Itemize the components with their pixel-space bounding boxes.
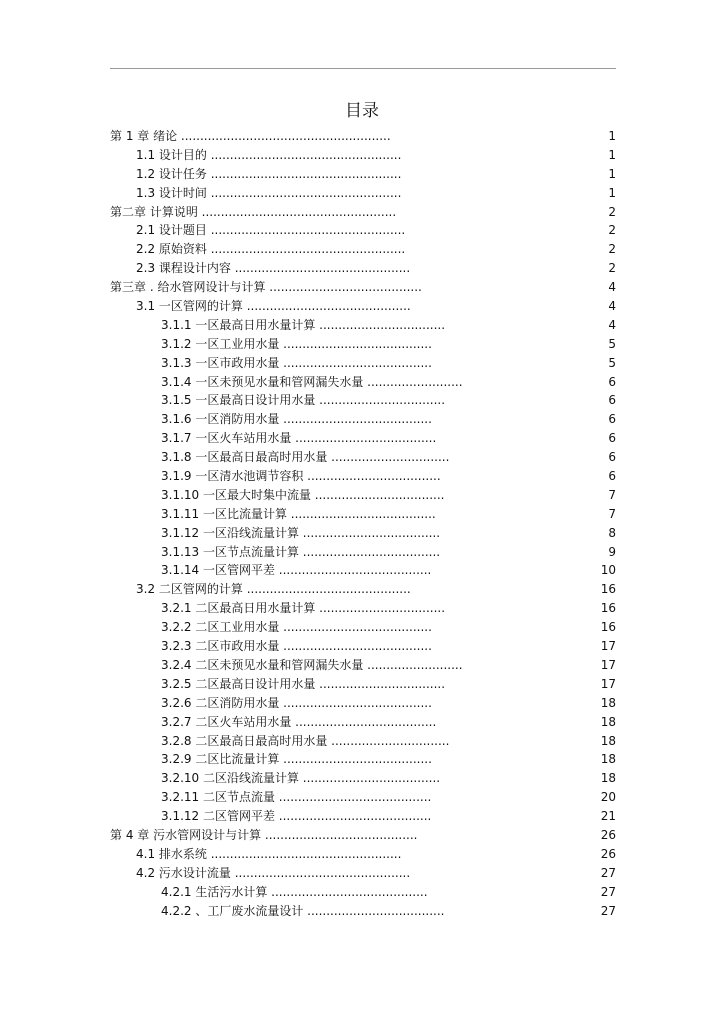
toc-entry[interactable] (0, 203, 724, 222)
toc-entry[interactable] (0, 713, 724, 732)
toc-entry[interactable] (0, 448, 724, 467)
toc-page-number: 7 (608, 487, 616, 502)
toc-entry-text: 第三章 . 给水管网设计与计算 ........................................ (110, 280, 422, 295)
toc-entry[interactable] (0, 278, 724, 297)
toc-page-number: 9 (608, 544, 616, 559)
toc-page-number: 18 (600, 714, 616, 729)
toc-page-number: 4 (608, 299, 616, 314)
toc-entry-text: 3.2.2 二区工业用水量 ....................................... (161, 620, 432, 635)
toc-entry-text: 2.3 课程设计内容 .............................................. (136, 261, 411, 276)
toc-page-number: 18 (600, 771, 616, 786)
toc-entry-text: 3.1.1 一区最高日用水量计算 ................................. (161, 317, 446, 332)
toc-entry[interactable] (0, 316, 724, 335)
toc-entry[interactable] (0, 732, 724, 751)
toc-page-number: 16 (600, 620, 616, 635)
toc-page-number: 10 (600, 563, 616, 578)
toc-entry-text: 2.2 原始资料 ................................................... (136, 242, 406, 257)
toc-page-number: 20 (600, 790, 616, 805)
toc-entry[interactable] (0, 864, 724, 883)
toc-entry-text: 1.1 设计目的 .................................................. (136, 147, 402, 162)
toc-entry-text: 3.2.11 二区节点流量 ........................................ (161, 790, 432, 805)
toc-page-number: 6 (608, 374, 616, 389)
toc-entry-text: 4.2.1 生活污水计算 ......................................... (161, 884, 428, 899)
toc-entry-text: 3.1.4 一区未预见水量和管网漏失水量 ......................... (161, 374, 463, 389)
toc-entry-text: 3.1.8 一区最高日最高时用水量 ............................... (161, 450, 450, 465)
toc-page-number: 2 (608, 204, 616, 219)
toc-entry-text: 3.1.11 一区比流量计算 ...................................... (161, 506, 436, 521)
toc-page-number: 6 (608, 431, 616, 446)
toc-page-number: 21 (600, 809, 616, 824)
toc-page-number: 16 (600, 601, 616, 616)
toc-entry[interactable] (0, 524, 724, 543)
toc-page-number: 27 (600, 865, 616, 880)
toc-entry[interactable] (0, 618, 724, 637)
toc-entry-text: 第二章 计算说明 ................................................... (110, 204, 397, 219)
toc-page-number: 5 (608, 336, 616, 351)
toc-entry[interactable] (0, 788, 724, 807)
toc-entry-text: 3.1.6 一区消防用水量 ....................................... (161, 412, 432, 427)
toc-page-number: 27 (600, 884, 616, 899)
toc-entry[interactable] (0, 750, 724, 769)
toc-entry[interactable] (0, 221, 724, 240)
toc-entry-text: 3.1.12 一区沿线流量计算 .................................... (161, 525, 441, 540)
toc-entry[interactable] (0, 467, 724, 486)
toc-page-number: 7 (608, 506, 616, 521)
toc-entry-text: 第 4 章 污水管网设计与计算 ........................................ (110, 827, 418, 842)
toc-entry[interactable] (0, 486, 724, 505)
toc-page-number: 1 (608, 166, 616, 181)
toc-entry[interactable] (0, 580, 724, 599)
toc-entry-text: 3.1.3 一区市政用水量 ....................................... (161, 355, 432, 370)
toc-entry-text: 3.2.9 二区比流量计算 ....................................... (161, 752, 432, 767)
toc-page-number: 18 (600, 733, 616, 748)
toc-entry-text: 3.2.8 二区最高日最高时用水量 ............................... (161, 733, 450, 748)
toc-page-number: 4 (608, 317, 616, 332)
toc-page-number: 26 (600, 827, 616, 842)
toc-entry[interactable] (0, 391, 724, 410)
toc-entry[interactable] (0, 505, 724, 524)
toc-page-number: 2 (608, 261, 616, 276)
toc-entry-text: 3.2.7 二区火车站用水量 ..................................... (161, 714, 437, 729)
toc-page-number: 18 (600, 695, 616, 710)
toc-entry-text: 3.1.7 一区火车站用水量 ..................................... (161, 431, 437, 446)
toc-page-number: 2 (608, 242, 616, 257)
toc-entry-text: 3.2.5 二区最高日设计用水量 ................................. (161, 676, 446, 691)
toc-entry-text: 3.2.10 二区沿线流量计算 .................................... (161, 771, 441, 786)
page-title: 目录 (345, 101, 379, 121)
toc-entry[interactable] (0, 297, 724, 316)
toc-entry-text: 4.2.2 、工厂废水流量设计 .................................... (161, 903, 445, 918)
toc-entry-text: 3.2.1 二区最高日用水量计算 ................................. (161, 601, 446, 616)
toc-page-number: 1 (608, 185, 616, 200)
toc-entry[interactable] (0, 354, 724, 373)
toc-page-number: 18 (600, 752, 616, 767)
toc-entry-text: 3.1 一区管网的计算 ........................................... (136, 299, 411, 314)
toc-entry-text: 第 1 章 绪论 ....................................................... (110, 129, 391, 143)
toc-page-number: 6 (608, 469, 616, 484)
toc-page-number: 1 (608, 129, 616, 143)
toc-entry[interactable] (0, 599, 724, 618)
toc-entry-text: 1.3 设计时间 .................................................. (136, 185, 402, 200)
toc-entry[interactable] (0, 543, 724, 562)
toc-entry-text: 3.1.13 一区节点流量计算 .................................... (161, 544, 441, 559)
toc-entry[interactable] (0, 902, 724, 921)
toc-page-number: 2 (608, 223, 616, 238)
toc-page-number: 27 (600, 903, 616, 918)
toc-entry[interactable] (0, 807, 724, 826)
toc-page-number: 26 (600, 846, 616, 861)
toc-entry[interactable] (0, 410, 724, 429)
toc-page-number: 17 (600, 676, 616, 691)
toc-entry[interactable] (0, 845, 724, 864)
toc-entry[interactable] (0, 373, 724, 392)
toc-entry-text: 3.2.6 二区消防用水量 ....................................... (161, 695, 432, 710)
toc-entry-text: 3.1.2 一区工业用水量 ....................................... (161, 336, 432, 351)
toc-page-number: 17 (600, 657, 616, 672)
toc-page-number: 4 (608, 280, 616, 295)
toc-page-number: 17 (600, 639, 616, 654)
toc-entry[interactable] (0, 429, 724, 448)
toc-entry-text: 3.1.9 一区清水池调节容积 ................................... (161, 469, 441, 484)
toc-entry-text: 2.1 设计题目 ................................................... (136, 223, 406, 238)
toc-page-number: 5 (608, 355, 616, 370)
toc-entry-text: 4.2 污水设计流量 .............................................. (136, 865, 411, 880)
toc-entry[interactable] (0, 883, 724, 902)
toc-entry[interactable] (0, 146, 724, 165)
toc-page-number: 6 (608, 450, 616, 465)
toc-entry[interactable] (0, 561, 724, 580)
toc-entry-text: 3.2.4 二区未预见水量和管网漏失水量 ......................... (161, 657, 463, 672)
toc-page-number: 1 (608, 147, 616, 162)
toc-entry-text: 4.1 排水系统 .................................................. (136, 846, 402, 861)
toc-page-number: 6 (608, 412, 616, 427)
toc-entry[interactable] (0, 637, 724, 656)
toc-entry[interactable] (0, 184, 724, 203)
toc-entry[interactable] (0, 259, 724, 278)
toc-entry[interactable] (0, 335, 724, 354)
toc-entry[interactable] (0, 656, 724, 675)
toc-entry[interactable] (0, 694, 724, 713)
toc-entry[interactable] (0, 240, 724, 259)
toc-page-number: 6 (608, 393, 616, 408)
toc-entry[interactable] (0, 826, 724, 845)
toc-entry-text: 3.1.12 二区管网平差 ........................................ (161, 809, 432, 824)
toc-entry[interactable] (0, 127, 724, 146)
toc-page-number: 16 (600, 582, 616, 597)
toc-entry[interactable] (0, 165, 724, 184)
toc-entry-text: 3.2.3 二区市政用水量 ....................................... (161, 639, 432, 654)
toc-entry-text: 3.1.10 一区最大时集中流量 .................................. (161, 487, 445, 502)
toc-entry[interactable] (0, 769, 724, 788)
toc-entry-text: 3.1.14 一区管网平差 ........................................ (161, 563, 432, 578)
toc-entry-text: 3.1.5 一区最高日设计用水量 ................................. (161, 393, 446, 408)
toc-entry-text: 1.2 设计任务 .................................................. (136, 166, 402, 181)
table-of-contents (0, 127, 724, 920)
header-rule (110, 68, 616, 69)
toc-page-number: 8 (608, 525, 616, 540)
toc-entry[interactable] (0, 675, 724, 694)
toc-entry-text: 3.2 二区管网的计算 ........................................... (136, 582, 411, 597)
